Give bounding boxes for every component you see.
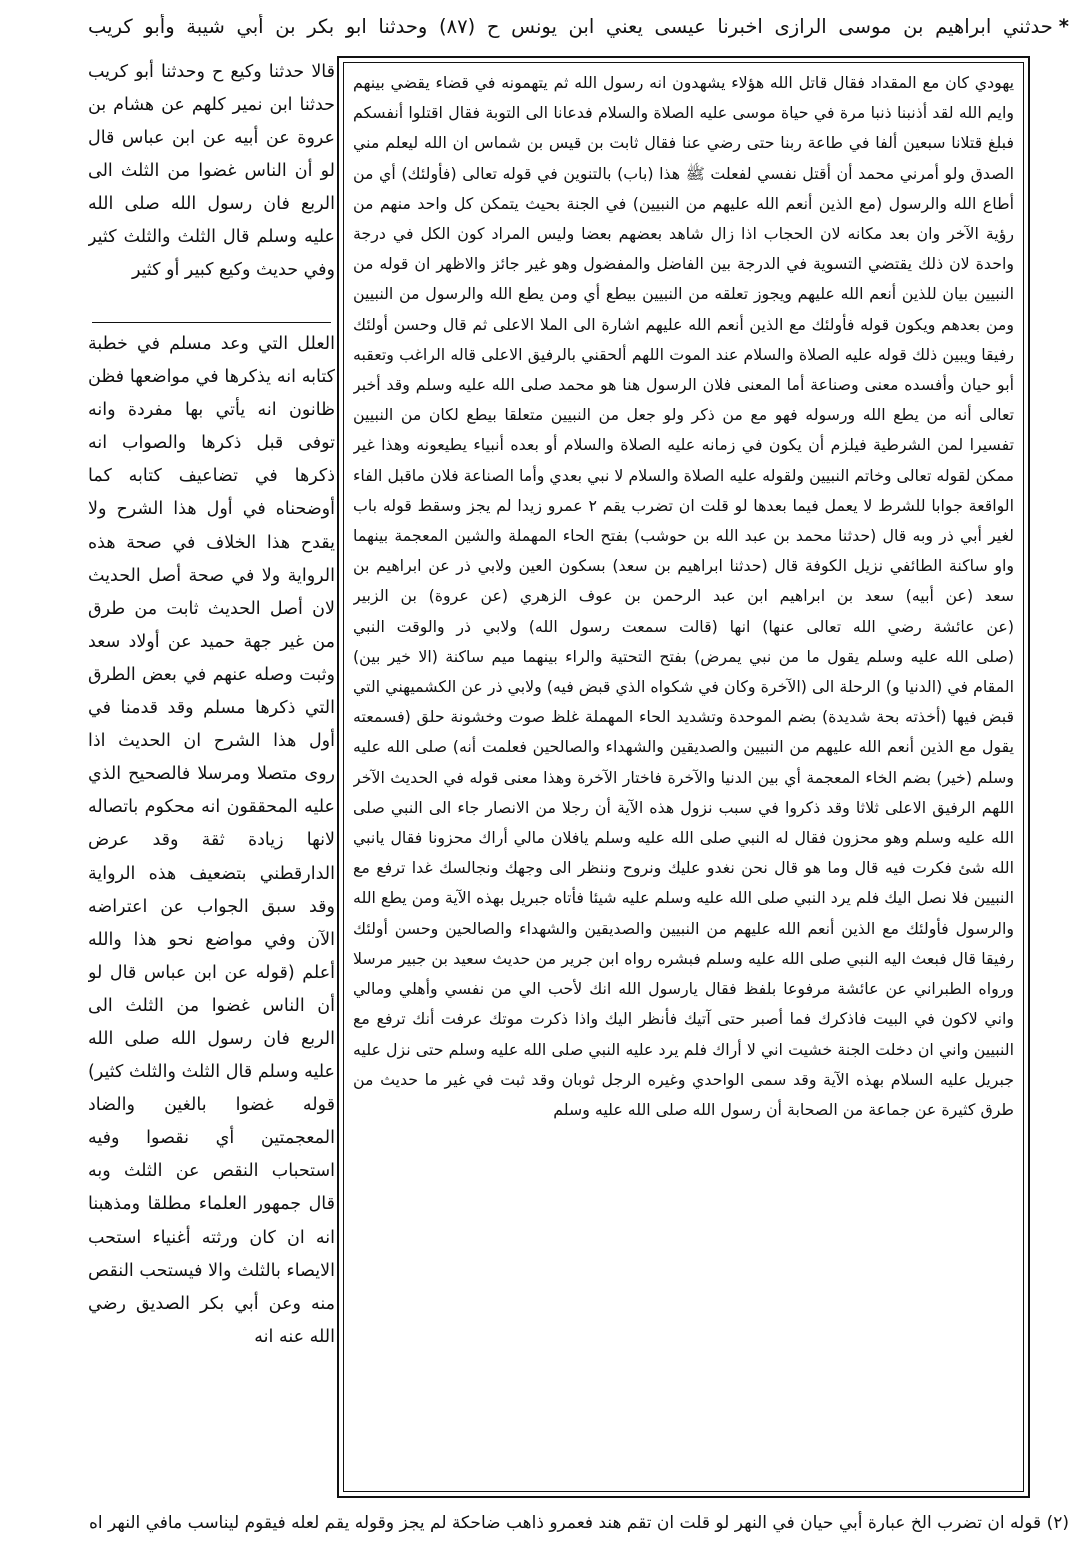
quoted-text: (حدثنا ابراهيم بن سعد) xyxy=(612,556,768,576)
quoted-text: (فسمعته يقول مع الذين أنعم الله عليهم من النبيين والصديقين والشهداء والصالحين فعلمت أنه) xyxy=(353,707,1014,757)
main-paragraph: بالتنوين في قوله تعالى xyxy=(462,163,612,183)
footnote: (٢) قوله ان تضرب الخ عبارة أبي حيان في النهر لو قلت ان تقم هند فعمرو ذاهب ضاحكة لم يجز وقوله يقم لعله فيقوم ليناسب مافي النهر اه xyxy=(88,1513,1069,1533)
quoted-text: (عن عروة) xyxy=(428,586,509,606)
quoted-text: (مع الذين أنعم الله عليهم من النبيين) xyxy=(632,193,883,213)
quoted-text: (أخذته بحة شديدة) xyxy=(821,707,947,727)
quoted-text: (الا خير بين) xyxy=(353,646,438,666)
main-paragraph: بسكون العين ولابي ذر عن ابراهيم بن سعد xyxy=(353,556,1014,606)
main-paragraph: يهودي كان مع المقداد فقال قاتل الله هؤلاء يشهدون انه رسول الله ثم يتهمونه في قضاء يقضي بينهم وايم الله لقد أذنبنا ذنبا مرة في حياة موسى عليه الصلاة والسلام فدعانا الى التوبة فقال اقتلوا أنفسكم فبلغ قتلانا سبعين ألفا في طاعة ربنا حتى رضي عنا فقال ثابت بن قيس بن شماس ان الله ليعلم مني الصدق ولو أمرني محمد أن أقتل نفسي لفعلت ﷺ هذا xyxy=(353,73,1014,183)
main-commentary-text xyxy=(353,68,1014,1488)
main-paragraph: انها xyxy=(729,616,751,636)
hadith-text: قالا حدثنا وكيع ح وحدثنا أبو كريب حدثنا ابن نمير كلهم عن هشام بن عروة عن أبيه عن ابن عباس قال لو أن الناس غضوا من الثلث الى الربع فان رسول الله صلى الله عليه وسلم قال الثلث والثلث كثير وفي حديث وكيع كبير أو كثير xyxy=(88,62,335,280)
main-paragraph: بفتح الحاء المهملة والشين المعجمة بينهما واو ساكنة الطائفي نزيل الكوفة قال xyxy=(353,526,1014,576)
column-divider xyxy=(92,322,331,323)
main-paragraph: بن الزبير xyxy=(353,586,417,606)
nawawi-commentary: العلل التي وعد مسلم في خطبة كتابه انه يذكرها في مواضعها فظن ظانون انه يأتي بها مفردة وانه توفى قبل ذكرها والصواب انه ذكرها في تضاعيف كتابه كما أوضحناه في أول هذا الشرح ولا يقدح هذا الخلاف في صحة هذه الرواية ولا في صحة أصل الحديث لان أصل الحديث ثابت من طرق من غير جهة حميد عن أولاد سعد وثبت وصله عنهم في بعض الطرق التي ذكرها مسلم وقد قدمنا في أول هذا الشرح ان الحديث اذا روى متصلا ومرسلا فالصحيح الذي عليه المحققون انه محكوم باتصاله لانها زيادة ثقة وقد عرض الدارقطني بتضعيف هذه الرواية وقد سبق الجواب عن اعتراضه الآن وفي مواضع نحو هذا والله أعلم (قوله عن ابن عباس قال لو أن الناس غضوا من الثلث الى الربع فان رسول الله صلى الله عليه وسلم قال الثلث والثلث كثير) قوله غضوا بالغين والضاد المعجمتين أي نقصوا وفيه استحباب النقص عن الثلث وبه قال جمهور العلماء مطلقا ومذهبنا انه ان كان ورثته أغنياء استحب الايصاء بالثلث والا فيستحب النقص منه وعن أبي بكر الصديق رضي الله عنه انه xyxy=(88,334,335,1347)
hadith-side-column xyxy=(88,56,335,1498)
main-paragraph: بفتح التحتية والراء بينهما ميم ساكنة xyxy=(445,646,687,666)
main-paragraph: ولابي ذر عن الكشميهني التي قبض فيها xyxy=(353,677,1014,727)
quoted-text: (فأولئك) xyxy=(401,163,457,183)
quoted-text: (صلى الله عليه وسلم يقول ما من نبي يمرض) xyxy=(694,646,1014,666)
main-paragraph: المقام في xyxy=(947,677,1014,697)
main-paragraph: بضم الموحدة وتشديد الحاء المهملة غلظ صوت وخشونة حلق xyxy=(416,707,817,727)
quoted-text: (حدثنا محمد بن عبد الله بن حوشب) xyxy=(634,526,877,546)
quoted-text: (عن أبيه) xyxy=(905,586,974,606)
main-paragraph: بضم الخاء المعجمة أي بين الدنيا والآخرة فاختار الآخرة وهذا معنى قوله في الحديث الآخر اللهم الرفيق الاعلى ثلاثا وقد ذكروا في سبب نزول هذه الآية أن رجلا من الانصار جاء الى النبي صلى الله عليه وسلم وهو محزون فقال له النبي صلى الله عليه وسلم يافلان مالي أراك محزونا فقال يانبي الله شئ فكرت فيه قال وما هو قال نحن نغدو عليك ونروح وننظر الى وجهك ونجالسك غدا ترفع مع النبيين فلا نصل اليك فلم يرد النبي صلى الله عليه وسلم عليه شيئا فأتاه جبريل بهذه الآية ومن يطع الله والرسول فأولئك مع الذين أنعم الله عليهم من النبيين والصديقين والشهداء والصالحين وحسن أولئك رفيقا قال فبعث اليه النبي صلى الله عليه وسلم فبشره رواه ابن جرير من حديث سعيد بن جبير مرسلا ورواه الطبراني عن عائشة مرفوعا بلفظ فقال يارسول الله انك لأحب الي من نفسي وأهلي ومالي واني لاكون في البيت فاذكرك فما أصبر حتى آتيك فأنظر اليك واذا ذكرت موتك عرفت أنك ترفع مع النبيين واني ان دخلت الجنة خشيت اني لا أراك فلم يرد عليه النبي صلى الله عليه وسلم حتى نزل عليه جبريل عليه السلام بهذه الآية وقد سمى الواحدي وغيره الرجل ثوبان وقد ثبت في غير ما حديث من طرق كثيرة عن جماعة من الصحابة أن رسول الله صلى الله عليه وسلم xyxy=(353,767,1014,1119)
main-paragraph: صلى الله عليه وسلم xyxy=(353,737,1014,787)
quoted-text: (الدنيا و) xyxy=(885,677,943,697)
quoted-text: (قالت سمعت رسول الله) xyxy=(528,616,718,636)
main-paragraph: سعد بن ابراهيم ابن عبد الرحمن بن عوف الزهري xyxy=(519,586,894,606)
main-paragraph: الرحلة الى xyxy=(811,677,881,697)
main-paragraph: في الجنة بحيث يتمكن كل واحد منهم من رؤية الآخر وان بعد مكانه لان الحجاب اذا زال شاهد بعضهم بعضا وليس المراد كون الكل في درجة واحدة لان ذلك يقتضي التسوية في الدرجة بين الفاضل والمفضول وهو غير جائز والاظهر ان قوله من النبيين بيان للذين أنعم الله عليهم ويجوز تعلقه من النبيين بيطع أي ومن يطع الله والرسول من النبيين ومن بعدهم ويكون قوله فأولئك مع الذين أنعم الله عليهم اشارة الى الملا الاعلى ثم قال وحسن أولئك رفيقا ويبين ذلك قوله عليه الصلاة والسلام عند الموت اللهم ألحقني بالرفيق الاعلى قاله الراغب وتعقبه أبو حيان وأفسده معنى وصناعة أما المعنى فلان الرسول هنا هو محمد صلى الله عليه وسلم وقد أخبر تعالى أنه من يطع الله ورسوله فهو مع من ذكر ولو جعل من النبيين متعلقا بيطع لكان من النبيين تفسيرا لمن الشرطية فيلزم أن يكون في زمانه عليه الصلاة والسلام أو بعده أنبياء يطيعونه وهذا غير ممكن لقوله تعالى وخاتم النبيين ولقوله عليه الصلاة والسلام لا نبي بعدي وأما الصناعة فلان ماقبل الفاء الواقعة جوابا للشرط لا يعمل فيما بعدها لو قلت ان تضرب يقم ٢ عمرو زيدا لم يجز وسقط قوله باب لغير أبي ذر وبه قال xyxy=(353,193,1014,546)
quoted-text: (خير) xyxy=(936,767,972,787)
quoted-text: (الآخرة وكان في شكواه الذي قبض فيه) xyxy=(546,677,807,697)
main-paragraph: ولابي ذر والوقت النبي xyxy=(353,616,517,636)
asterisk-marker: * xyxy=(1058,15,1069,38)
quoted-text: (عن عائشة رضي الله تعالى عنها) xyxy=(762,616,1014,636)
main-paragraph: أي من أطاع الله والرسول xyxy=(353,163,1014,213)
main-text-frame xyxy=(337,56,1030,1498)
header-text: حدثني ابراهيم بن موسى الرازى اخبرنا عيسى يعني ابن يونس ح (٨٧) وحدثنا ابو بكر بن أبي شيبة وأبو كريب xyxy=(88,15,1053,38)
bab-heading: (باب) xyxy=(617,163,654,183)
